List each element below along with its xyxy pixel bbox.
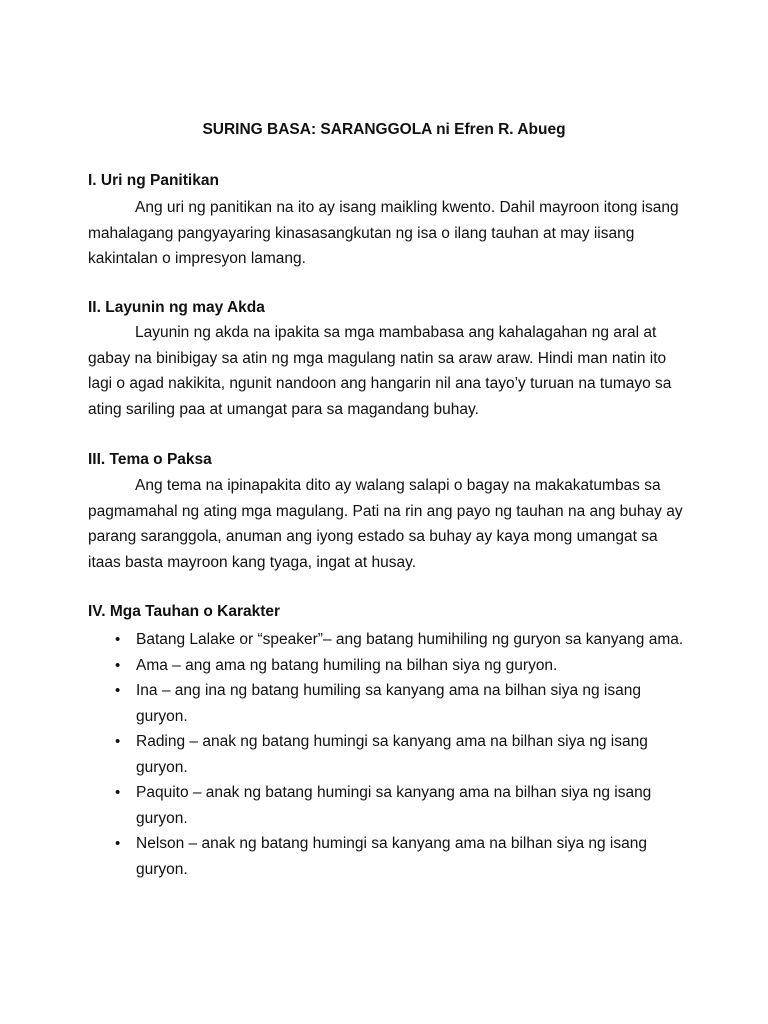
list-item: [88, 780, 688, 831]
list-item: [88, 678, 688, 729]
section-body-layunin: Layunin ng akda na ipakita sa mga mambabasa ang kahalagahan ng aral at gabay na binibigay sa atin ng mga magulang natin sa araw araw. Hindi man natin ito lagi o agad nakikita, ngunit nandoon ang hangarin nil ana tayo’y turuan na tumayo sa ating sariling paa at umangat para sa magandang buhay.: [88, 324, 672, 418]
character-list: [88, 627, 688, 882]
document-title: SURING BASA: SARANGGOLA ni Efren R. Abueg: [202, 121, 566, 138]
list-item: [88, 653, 688, 679]
section-heading-tauhan: IV. Mga Tauhan o Karakter: [88, 603, 281, 620]
list-item: [88, 831, 688, 882]
list-item-text: Nelson – anak ng batang humingi sa kanyang ama na bilhan siya ng isang guryon.: [136, 835, 647, 878]
section-body-uri-ng-panitikan: Ang uri ng panitikan na ito ay isang maikling kwento. Dahil mayroon itong isang mahalagang pangyayaring kinasasangkutan ng isa o ilang tauhan at may iisang kakintalan o impresyon lamang.: [88, 199, 679, 267]
section-heading-tema: III. Tema o Paksa: [88, 451, 212, 468]
bullet-icon: •: [115, 631, 121, 648]
list-item-text: Ama – ang ama ng batang humiling na bilhan siya ng guryon.: [136, 656, 558, 674]
bullet-icon: •: [115, 835, 121, 852]
list-item: [88, 729, 688, 780]
bullet-icon: •: [115, 682, 121, 699]
list-item-text: Batang Lalake or “speaker”– ang batang humihiling ng guryon sa kanyang ama.: [136, 631, 684, 648]
list-item-text: Paquito – anak ng batang humingi sa kanyang ama na bilhan siya ng isang guryon.: [136, 784, 652, 827]
list-item: [88, 627, 688, 653]
section-body-tema: Ang tema na ipinapakita dito ay walang salapi o bagay na makakatumbas sa pagmamahal ng ating mga magulang. Pati na rin ang payo ng tauhan na ang buhay ay parang saranggola, anuman ang iyong estado sa buhay ay kaya mong umangat sa itaas basta mayroon kang tyaga, ingat at husay.: [88, 477, 683, 571]
list-item-text: Ina – ang ina ng batang humiling sa kanyang ama na bilhan siya ng isang guryon.: [136, 682, 641, 725]
bullet-icon: •: [115, 784, 121, 801]
section-heading-layunin: II. Layunin ng may Akda: [88, 299, 265, 316]
section-heading-uri-ng-panitikan: I. Uri ng Panitikan: [88, 172, 219, 189]
bullet-icon: •: [115, 733, 121, 750]
bullet-icon: •: [115, 656, 121, 674]
list-item-text: Rading – anak ng batang humingi sa kanyang ama na bilhan siya ng isang guryon.: [136, 733, 648, 776]
